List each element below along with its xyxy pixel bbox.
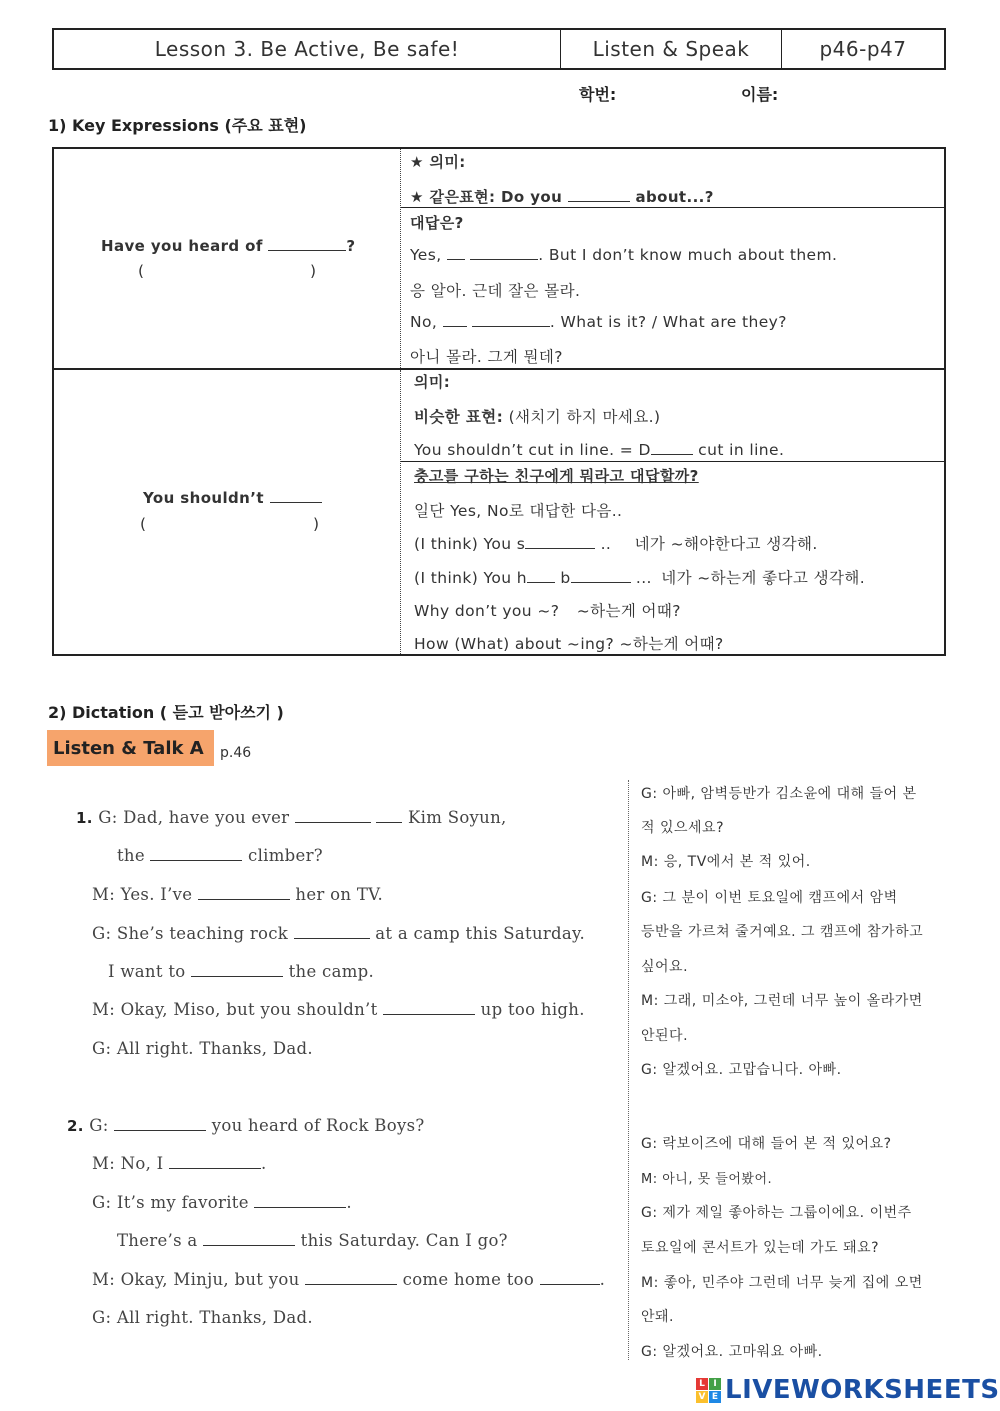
kor2-line: M: 좋아, 민주야 그런데 너무 늦게 집에 오면 (641, 1275, 923, 1291)
d2-l1-post: you heard of Rock Boys? (211, 1116, 425, 1135)
listen-talk-tag: Listen & Talk A (47, 730, 214, 766)
d2-l2-pre: M: No, I (92, 1154, 164, 1173)
d2-number: 2. (67, 1117, 84, 1135)
think2-pre: (I think) You h (414, 569, 527, 587)
d1-line5 (108, 962, 374, 981)
expression-post: ? (346, 237, 356, 255)
think1-korean: 네가 ~해야한다고 생각해. (634, 535, 818, 553)
explanation-cell (401, 370, 944, 654)
d1-line7: G: All right. Thanks, Dad. (92, 1039, 313, 1058)
d2-l4-post: this Saturday. Can I go? (300, 1231, 508, 1250)
column-divider (628, 780, 629, 1360)
d1-l6-pre: M: Okay, Miso, but you shouldn’t (92, 1000, 378, 1019)
d2-l5-pre: M: Okay, Minju, but you (92, 1270, 300, 1289)
page-ref: p.46 (220, 745, 252, 761)
first-line: 일단 Yes, No로 대답한 다음.. (414, 502, 623, 520)
answer-blank[interactable] (150, 846, 242, 861)
key-expressions-title: 1) Key Expressions (주요 표현) (48, 116, 307, 135)
yes-korean: 응 알아. 근데 잘은 몰라. (410, 282, 581, 300)
d2-line6: G: All right. Thanks, Dad. (92, 1308, 313, 1327)
d1-l1-pre: G: Dad, have you ever (98, 808, 290, 827)
d2-l1-pre: G: (89, 1116, 109, 1135)
answer-blank[interactable] (268, 236, 346, 251)
d1-line3 (92, 885, 383, 904)
kor2-line: 토요일에 콘서트가 있는데 가도 돼요? (641, 1240, 880, 1256)
kor2-line: G: 제가 제일 좋아하는 그룹이에요. 이번주 (641, 1205, 912, 1221)
divider (401, 461, 944, 462)
lesson-title: Lesson 3. Be Active, Be safe! (54, 30, 561, 68)
yes-pre: Yes, (410, 246, 442, 264)
d2-l2-post: . (261, 1154, 267, 1173)
logo-letter: E (709, 1391, 721, 1403)
d1-line6 (92, 1000, 585, 1019)
how-korean: ~하는게 어때? (619, 635, 724, 653)
similar-expression (414, 440, 784, 459)
yes-post: . But I don’t know much about them. (538, 246, 838, 264)
answer-blank[interactable] (203, 1231, 295, 1246)
d1-l3-pre: M: Yes. I’ve (92, 885, 193, 904)
kor2-line: M: 아니, 못 들어봤어. (641, 1172, 773, 1187)
answer-blank[interactable] (447, 245, 465, 260)
d1-l4-pre: G: She’s teaching rock (92, 924, 289, 943)
d2-l3-pre: G: It’s my favorite (92, 1193, 249, 1212)
kor1-line: 안된다. (641, 1028, 689, 1044)
same-expr-post: about...? (635, 188, 714, 206)
answer-blank[interactable] (114, 1116, 206, 1131)
d1-l2-post: climber? (248, 846, 323, 865)
paren-close: ) (313, 515, 320, 533)
logo-text: LIVEWORKSHEETS (725, 1375, 1000, 1405)
think-had-better (414, 566, 865, 588)
same-expr-pre: ★ 같은표현: Do you (410, 188, 563, 206)
no-post: . What is it? / What are they? (549, 313, 787, 331)
paren-open: ( (140, 515, 147, 533)
think2-mid: b (560, 569, 571, 587)
kor2-line: G: 알겠어요. 고마워요 아빠. (641, 1344, 823, 1360)
d1-line4 (92, 924, 585, 943)
d2-line4 (117, 1231, 508, 1250)
kor1-line: M: 응, TV에서 본 적 있어. (641, 854, 811, 870)
why-line (414, 599, 681, 621)
d1-l6-post: up too high. (480, 1000, 585, 1019)
think1-pre: (I think) You s (414, 535, 526, 553)
expression-text (143, 488, 322, 507)
same-expression (410, 186, 714, 207)
similar-note: (새치기 하지 마세요.) (508, 408, 661, 426)
logo-letter: I (709, 1378, 721, 1390)
answer-blank[interactable] (525, 534, 595, 549)
header-table (52, 28, 946, 70)
key-expressions-table (52, 147, 946, 656)
name-label: 이름: (741, 85, 779, 104)
advice-label: 충고를 구하는 친구에게 뭐라고 대답할까? (414, 467, 699, 485)
d1-l5-post: the camp. (288, 962, 375, 981)
d2-line5 (92, 1270, 605, 1289)
d2-line2 (92, 1154, 267, 1173)
d1-l1-post: Kim Soyun, (408, 808, 507, 827)
answer-blank[interactable] (651, 440, 693, 455)
kor1-line: 적 있으세요? (641, 820, 725, 836)
d2-line3 (92, 1193, 352, 1212)
answer-blank[interactable] (376, 808, 402, 823)
d2-l5-post: . (599, 1270, 606, 1289)
answer-blank[interactable] (254, 1193, 346, 1208)
similar-expression-heading (414, 405, 660, 427)
answer-blank[interactable] (198, 885, 290, 900)
d1-line1 (76, 808, 507, 827)
answer-blank[interactable] (472, 312, 550, 327)
d1-l3-post: her on TV. (295, 885, 384, 904)
answer-blank[interactable] (191, 962, 283, 977)
no-answer (410, 312, 787, 331)
think2-korean: 네가 ~하는게 좋다고 생각해. (661, 569, 866, 587)
answer-blank[interactable] (540, 1270, 600, 1285)
kor1-line: 싶어요. (641, 959, 689, 975)
answer-label: 대답은? (410, 214, 464, 232)
meaning-label: 의미: (414, 373, 451, 391)
kor2-line: 안돼. (641, 1309, 674, 1325)
expression-row-1 (54, 149, 944, 370)
d2-l5-mid: come home too (402, 1270, 535, 1289)
answer-blank[interactable] (571, 568, 631, 583)
page-range: p46-p47 (819, 37, 907, 61)
answer-blank[interactable] (568, 187, 630, 202)
logo-letter: L (696, 1378, 708, 1390)
kor1-line: G: 알겠어요. 고맙습니다. 아빠. (641, 1062, 842, 1078)
why-text: Why don’t you ~? (414, 602, 560, 620)
d2-line1 (67, 1116, 425, 1135)
meaning-label: ★ 의미: (410, 153, 466, 171)
answer-blank[interactable] (294, 924, 370, 939)
divider (401, 207, 944, 208)
answer-blank[interactable] (470, 245, 538, 260)
think-should (414, 532, 818, 554)
d1-line2 (117, 846, 323, 865)
how-text: How (What) about ~ing? (414, 635, 615, 653)
answer-blank[interactable] (527, 568, 555, 583)
kor2-line: G: 락보이즈에 대해 들어 본 적 있어요? (641, 1136, 892, 1152)
expression-cell (54, 149, 401, 368)
expression-text (101, 236, 356, 255)
d1-l4-post: at a camp this Saturday. (375, 924, 586, 943)
no-pre: No, (410, 313, 438, 331)
explanation-cell (401, 149, 944, 368)
d2-l4-pre: There’s a (117, 1231, 198, 1250)
logo-icon (696, 1378, 721, 1403)
paren-open: ( (138, 262, 145, 280)
similar-pre: You shouldn’t cut in line. = D (414, 441, 651, 459)
dictation-title: 2) Dictation ( 듣고 받아쓰기 ) (48, 703, 284, 722)
answer-blank[interactable] (305, 1270, 397, 1285)
expression-cell (54, 370, 401, 654)
no-korean: 아니 몰라. 그게 뭔데? (410, 348, 563, 366)
d2-l3-post: . (346, 1193, 352, 1212)
answer-blank[interactable] (295, 808, 371, 823)
think2-post: ... (635, 569, 652, 587)
liveworksheets-logo (696, 1375, 1000, 1405)
yes-answer (410, 245, 837, 264)
kor1-line: M: 그래, 미소야, 그런데 너무 높이 올라가면 (641, 993, 923, 1009)
paren-close: ) (310, 262, 317, 280)
answer-blank[interactable] (169, 1154, 261, 1169)
kor1-line: G: 아빠, 암벽등반가 김소윤에 대해 들어 본 (641, 786, 917, 802)
expression-pre: Have you heard of (101, 237, 263, 255)
kor1-line: 등반을 가르쳐 줄거예요. 그 캠프에 참가하고 (641, 924, 924, 940)
expression-row-2 (54, 370, 944, 654)
similar-post: cut in line. (698, 441, 785, 459)
logo-letter: V (696, 1391, 708, 1403)
kor1-line: G: 그 분이 이번 토요일에 캠프에서 암벽 (641, 890, 898, 906)
d1-l5-pre: I want to (108, 962, 186, 981)
answer-blank[interactable] (383, 1000, 475, 1015)
d1-l2-pre: the (117, 846, 145, 865)
section-title: Listen & Speak (561, 30, 782, 68)
student-no-label: 학번: (579, 85, 617, 104)
think1-post: .. (600, 535, 612, 553)
similar-label: 비슷한 표현: (414, 408, 504, 426)
expression-pre: You shouldn’t (143, 489, 264, 507)
answer-blank[interactable] (270, 488, 322, 503)
d1-number: 1. (76, 809, 93, 827)
answer-blank[interactable] (443, 312, 467, 327)
why-korean: ~하는게 어때? (576, 602, 681, 620)
how-line (414, 632, 724, 654)
